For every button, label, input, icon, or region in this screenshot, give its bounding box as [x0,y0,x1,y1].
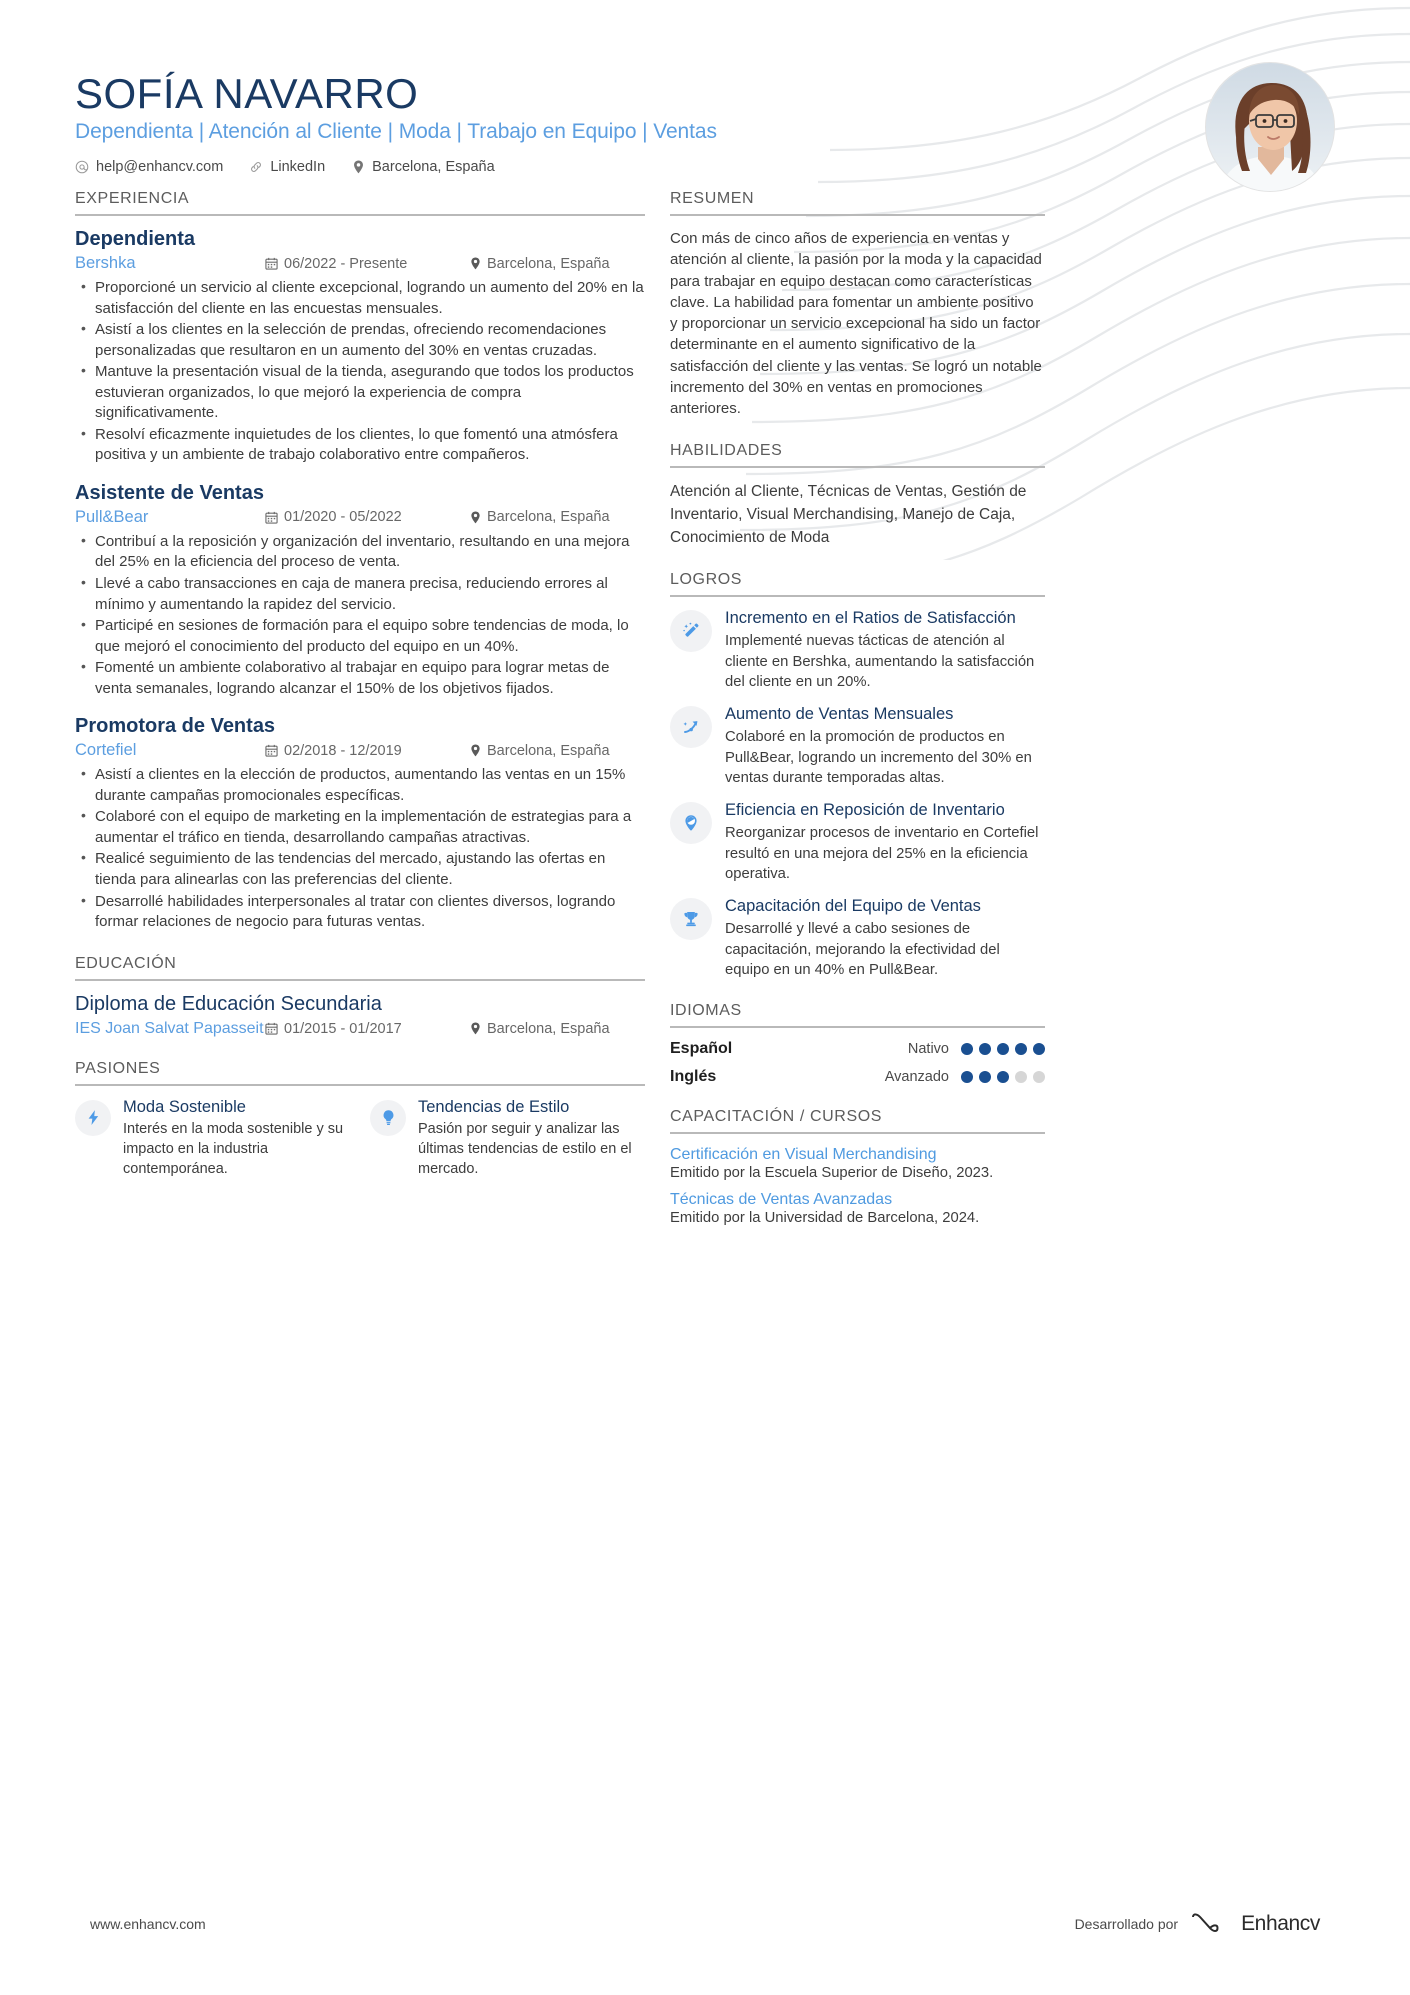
section-experience [75,190,645,933]
job-location [470,256,610,272]
contact-linkedin[interactable] [249,159,325,175]
achievement-item [670,897,1045,980]
experience-item [75,482,645,699]
magic-wand-icon [670,610,712,652]
section-title-skills: HABILIDADES [670,441,783,459]
divider [75,979,645,981]
list-item: • Asistí a clientes en la elección de productos, aumentando las ventas en un 15% durante campañas promocionales específicas. [75,765,645,806]
job-company: Pull&Bear [75,507,149,526]
education-school: IES Joan Salvat Papasseit [75,1019,264,1037]
list-item: • Resolví eficazmente inquietudes de los clientes, lo que fomentó una atmósfera positiva y un ambiente de trabajo colaborativo entre compañeros. [75,425,645,466]
location-pin-icon [351,160,365,174]
contact-list [75,159,1335,175]
section-achievements [670,571,1045,980]
right-column [670,168,1045,1236]
job-location [470,743,610,759]
divider [670,1026,1045,1028]
proficiency-dot [1015,1043,1027,1055]
location-pin-icon [470,744,481,757]
enhancv-brand-text: Enhancv [1241,1912,1320,1935]
section-title-experience: EXPERIENCIA [75,190,190,207]
language-proficiency-dots [961,1071,1045,1083]
job-dates-text: 02/2018 - 12/2019 [284,742,402,759]
achievement-desc: Desarrollé y llevé a cabo sesiones de capacitación, mejorando la efectividad del equipo en un 40% en Pull&Bear. [725,921,1000,979]
location-drop-icon [670,802,712,844]
section-courses [670,1108,1045,1226]
lightning-bolt-icon [75,1100,111,1136]
language-item [670,1068,1045,1086]
divider [670,466,1045,468]
enhancv-mark-icon [1190,1911,1232,1937]
course-item [670,1191,1045,1226]
contact-email-text: help@enhancv.com [96,159,224,176]
trending-up-icon [670,706,712,748]
section-title-languages: IDIOMAS [670,1002,742,1020]
achievement-title: Incremento en el Ratios de Satisfacción [725,609,1016,628]
achievement-desc: Colaboré en la promoción de productos en Pull&Bear, logrando un incremento del 30% en ventas durante temporadas altas. [725,729,1032,787]
passion-item [370,1098,645,1179]
education-item [75,993,645,1038]
footer-credit-label: Desarrollado por [1074,1916,1179,1932]
calendar-icon [265,257,278,270]
language-name: Español [670,1040,733,1058]
language-name: Inglés [670,1068,717,1086]
list-item: • Realicé seguimiento de las tendencias del mercado, ajustando las ofertas en tienda para alinearlas con las preferencias del cliente. [75,849,645,890]
language-proficiency-dots [961,1043,1045,1055]
section-languages [670,1002,1045,1086]
job-dates [265,743,402,759]
list-item: • Contribuí a la reposición y organización del inventario, resultando en una mejora del 25% en la eficiencia del proceso de venta. [75,532,645,573]
achievement-title: Aumento de Ventas Mensuales [725,705,954,724]
achievement-item [670,609,1045,692]
list-item: • Colaboré con el equipo de marketing en la implementación de estrategias para a aumentar el tráfico en tienda, desarrollando campañas atractivas. [75,807,645,848]
job-dates [265,256,407,272]
job-location-text: Barcelona, España [487,742,610,759]
proficiency-dot [1015,1071,1027,1083]
divider [75,214,645,216]
education-degree: Diploma de Educación Secundaria [75,992,382,1015]
achievement-title: Capacitación del Equipo de Ventas [725,897,981,916]
contact-linkedin-text: LinkedIn [270,159,326,176]
job-bullets [75,278,645,466]
achievement-item [670,705,1045,788]
language-item [670,1040,1045,1058]
proficiency-dot [1033,1071,1045,1083]
education-location-text: Barcelona, España [487,1020,610,1037]
list-item: • Proporcioné un servicio al cliente excepcional, logrando un aumento del 20% en la satisfacción del cliente en las encuestas mensuales. [75,278,645,319]
section-title-passions: PASIONES [75,1059,161,1077]
section-title-courses: CAPACITACIÓN / CURSOS [670,1108,883,1126]
list-item: • Fomenté un ambiente colaborativo al trabajar en equipo para lograr metas de venta semanales, logrando alcanzar el 150% de los objetivos fijados. [75,658,645,699]
trophy-icon [670,898,712,940]
proficiency-dot [997,1043,1009,1055]
section-passions [75,1060,645,1179]
list-item: • Llevé a cabo transacciones en caja de manera precisa, reduciendo errores al mínimo y aumentando la rapidez del servicio. [75,574,645,615]
job-dates [265,509,402,525]
passion-item [75,1098,350,1179]
job-company: Bershka [75,254,136,272]
summary-text: Con más de cinco años de experiencia en ventas y atención al cliente, la pasión por la moda y la capacidad para trabajar en equipo destacan como características clave. La habilidad para fomentar un ambiente positivo y proporcionar un servicio excepcional ha sido un factor determinante en el aumento significativo de la satisfacción del cliente y las ventas. Se logró un notable incremento del 30% en ventas en promociones anteriores. [670,230,1042,418]
job-role: Asistente de Ventas [75,481,264,504]
location-pin-icon [470,511,481,524]
job-bullets [75,532,645,699]
divider [670,1132,1045,1134]
section-title-summary: RESUMEN [670,190,755,207]
education-location [470,1021,610,1037]
language-level: Nativo [907,1041,949,1058]
education-dates [265,1021,402,1037]
resume-header [75,0,1335,176]
calendar-icon [265,744,278,757]
job-location-text: Barcelona, España [487,509,610,526]
proficiency-dot [961,1043,973,1055]
list-item: • Participé en sesiones de formación para el equipo sobre tendencias de moda, lo que mejoró el conocimiento del producto del equipo en un 40%. [75,616,645,657]
avatar [1205,62,1335,192]
page-footer [0,1911,1410,1995]
achievement-item [670,801,1045,884]
calendar-icon [265,1022,278,1035]
passion-name: Tendencias de Estilo [418,1097,570,1116]
proficiency-dot [1033,1043,1045,1055]
course-name: Técnicas de Ventas Avanzadas [670,1191,893,1209]
course-item [670,1146,1045,1181]
page-title: SOFÍA NAVARRO [75,70,419,117]
left-column [75,168,645,1236]
language-level: Avanzado [884,1069,949,1086]
job-location [470,509,610,525]
passion-desc: Pasión por seguir y analizar las últimas tendencias de estilo en el mercado. [418,1120,632,1177]
section-skills [670,442,1045,550]
contact-location [351,159,495,175]
headline: Dependienta | Atención al Cliente | Moda | Trabajo en Equipo | Ventas [75,120,717,144]
experience-item [75,715,645,932]
at-icon [75,160,89,174]
section-title-achievements: LOGROS [670,571,743,589]
job-role: Promotora de Ventas [75,715,276,738]
proficiency-dot [979,1043,991,1055]
achievement-desc: Reorganizar procesos de inventario en Cortefiel resultó en una mejora del 25% en la eficiencia operativa. [725,825,1039,883]
proficiency-dot [979,1071,991,1083]
calendar-icon [265,511,278,524]
job-role: Dependienta [75,228,196,250]
list-item: • Mantuve la presentación visual de la tienda, asegurando que todos los productos estuvieran organizados, lo que mejoró la experiencia de compra significativamente. [75,362,645,424]
contact-email[interactable] [75,159,223,175]
course-issuer: Emitido por la Universidad de Barcelona, 2024. [670,1210,980,1227]
job-dates-text: 06/2022 - Presente [284,255,408,272]
passion-desc: Interés en la moda sostenible y su impacto en la industria contemporánea. [123,1120,344,1177]
contact-location-text: Barcelona, España [372,159,495,176]
education-dates-text: 01/2015 - 01/2017 [284,1020,402,1037]
enhancv-logo [1190,1911,1320,1937]
footer-url[interactable]: www.enhancv.com [90,1916,206,1932]
job-location-text: Barcelona, España [487,255,610,272]
proficiency-dot [997,1071,1009,1083]
link-icon [249,160,263,174]
achievement-desc: Implementé nuevas tácticas de atención al cliente en Bershka, aumentando la satisfacción del cliente en un 20%. [725,633,1035,691]
location-pin-icon [470,257,481,270]
section-summary [670,190,1045,420]
divider [670,214,1045,216]
passion-name: Moda Sostenible [123,1097,246,1116]
job-dates-text: 01/2020 - 05/2022 [284,509,402,526]
skills-text: Atención al Cliente, Técnicas de Ventas, Gestión de Inventario, Visual Merchandising, Manejo de Caja, Conocimiento de Moda [670,482,1027,547]
list-item: • Desarrollé habilidades interpersonales al tratar con clientes diversos, logrando formar relaciones de negocio para futuras ventas. [75,892,645,933]
divider [75,1084,645,1086]
location-pin-icon [470,1022,481,1035]
section-title-education: EDUCACIÓN [75,954,177,972]
section-education [75,955,645,1038]
lightbulb-icon [370,1100,406,1136]
experience-item [75,228,645,466]
course-name: Certificación en Visual Merchandising [670,1146,937,1164]
job-bullets [75,765,645,932]
proficiency-dot [961,1071,973,1083]
list-item: • Asistí a los clientes en la selección de prendas, ofreciendo recomendaciones personalizadas que resultaron en un aumento del 30% en ventas cruzadas. [75,320,645,361]
job-company: Cortefiel [75,741,137,760]
divider [670,595,1045,597]
achievement-title: Eficiencia en Reposición de Inventario [725,801,1005,820]
course-issuer: Emitido por la Escuela Superior de Diseño, 2023. [670,1165,994,1182]
